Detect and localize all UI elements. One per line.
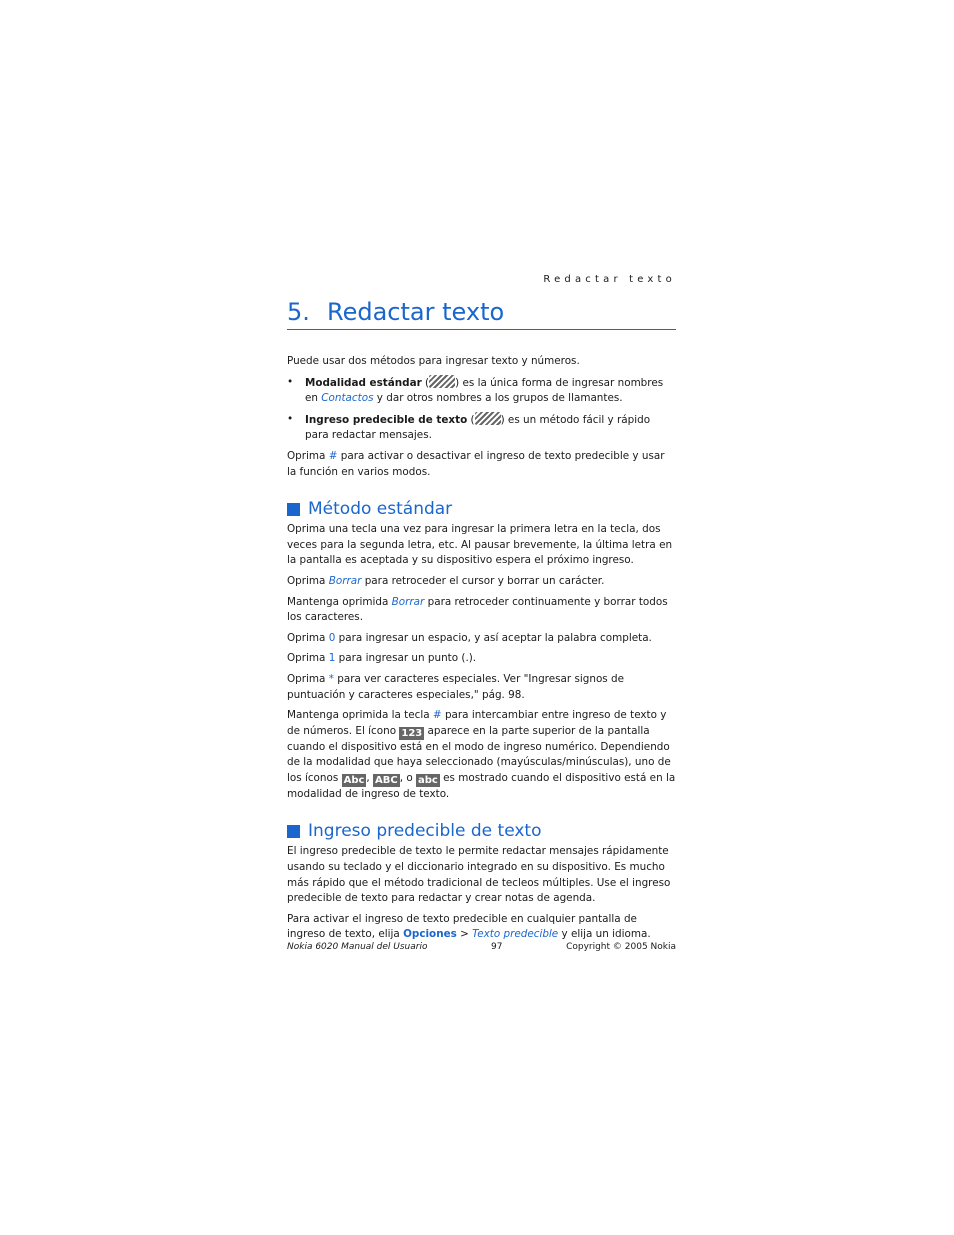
bullet-icon: •: [287, 375, 294, 388]
footer-copyright: Copyright © 2005 Nokia: [566, 942, 676, 952]
borrar-key: Borrar: [391, 595, 425, 608]
page-footer: [287, 942, 676, 952]
running-header: Redactar texto: [543, 274, 676, 285]
texto-predecible-option: Texto predecible: [472, 928, 559, 941]
body-text: [287, 354, 676, 948]
paragraph: Oprima 0 para ingresar un espacio, y así aceptar la palabra completa.: [287, 631, 652, 644]
chapter-title: [287, 295, 676, 330]
paragraph: Para activar el ingreso de texto predecible en cualquier pantalla de ingreso de texto, elija Opciones > Texto predecible y elija un idioma.: [287, 912, 651, 941]
square-bullet-icon: [287, 825, 300, 838]
list-item: • Ingreso predecible de texto ( ) es un método fácil y rápido para redactar mensajes.: [287, 412, 676, 444]
paragraph: Oprima 1 para ingresar un punto (.).: [287, 652, 477, 665]
paragraph: Oprima una tecla una vez para ingresar la primera letra en la tecla, dos veces para la segunda letra, etc. Al pausar brevemente, la última letra en la pantalla es aceptada y su dispositivo espera el próximo ingreso.: [287, 523, 673, 567]
standard-mode-icon: [429, 375, 455, 388]
intro-paragraph: Puede usar dos métodos para ingresar texto y números.: [287, 355, 580, 367]
sentence-case-icon: Abc: [343, 774, 365, 786]
square-bullet-icon: [287, 503, 300, 516]
paragraph: Oprima * para ver caracteres especiales. Ver "Ingresar signos de puntuación y caracteres especiales," pág. 98.: [287, 672, 625, 701]
paragraph: Oprima Borrar para retroceder el cursor y borrar un carácter.: [287, 574, 605, 587]
star-key: *: [328, 672, 334, 685]
hash-key: #: [432, 709, 442, 722]
one-key: 1: [328, 652, 336, 665]
paragraph: Mantenga oprimida Borrar para retroceder continuamente y borrar todos los caracteres.: [287, 595, 668, 624]
uppercase-icon: ABC: [375, 774, 398, 786]
list-item: • Modalidad estándar ( ) es la única forma de ingresar nombres en Contactos y dar otros nombres a los grupos de llamantes.: [287, 375, 676, 407]
borrar-key: Borrar: [328, 574, 362, 587]
chapter-number: 5.: [287, 298, 310, 326]
predictive-mode-icon: [475, 412, 501, 425]
lowercase-icon: abc: [418, 774, 438, 786]
paragraph: Mantenga oprimida la tecla # para intercambiar entre ingreso de texto y de números. El ícono 123 aparece en la parte superior de la pantalla cuando el dispositivo está en el modo de ingreso numérico. Dependiendo de la modalidad que haya seleccionado (mayúsculas/minúsculas), uno de los íconos Abc , ABC , o abc es mostrado cuando el dispositivo está en la modalidad de ingreso de texto.: [287, 709, 676, 800]
numeric-mode-icon: 123: [401, 727, 423, 739]
zero-key: 0: [328, 631, 336, 644]
section-heading-predictive: Ingreso predecible de texto: [287, 820, 676, 842]
footer-manual-title: Nokia 6020 Manual del Usuario: [287, 942, 428, 952]
bullet-icon: •: [287, 412, 294, 425]
page-number: 97: [491, 942, 503, 952]
section-heading-standard: Método estándar: [287, 498, 676, 520]
hash-key: #: [328, 449, 338, 462]
toggle-paragraph: Oprima # para activar o desactivar el ingreso de texto predecible y usar la función en varios modos.: [287, 449, 665, 478]
contacts-link: Contactos: [321, 392, 374, 405]
paragraph: El ingreso predecible de texto le permite redactar mensajes rápidamente usando su teclado y el diccionario integrado en su dispositivo. Es mucho más rápido que el método tradicional de tecleos múltiples. Use el ingreso predecible de texto para redactar y crear notas de agenda.: [287, 845, 671, 905]
opciones-menu: Opciones: [403, 928, 457, 941]
chapter-title-text: Redactar texto: [327, 298, 505, 326]
